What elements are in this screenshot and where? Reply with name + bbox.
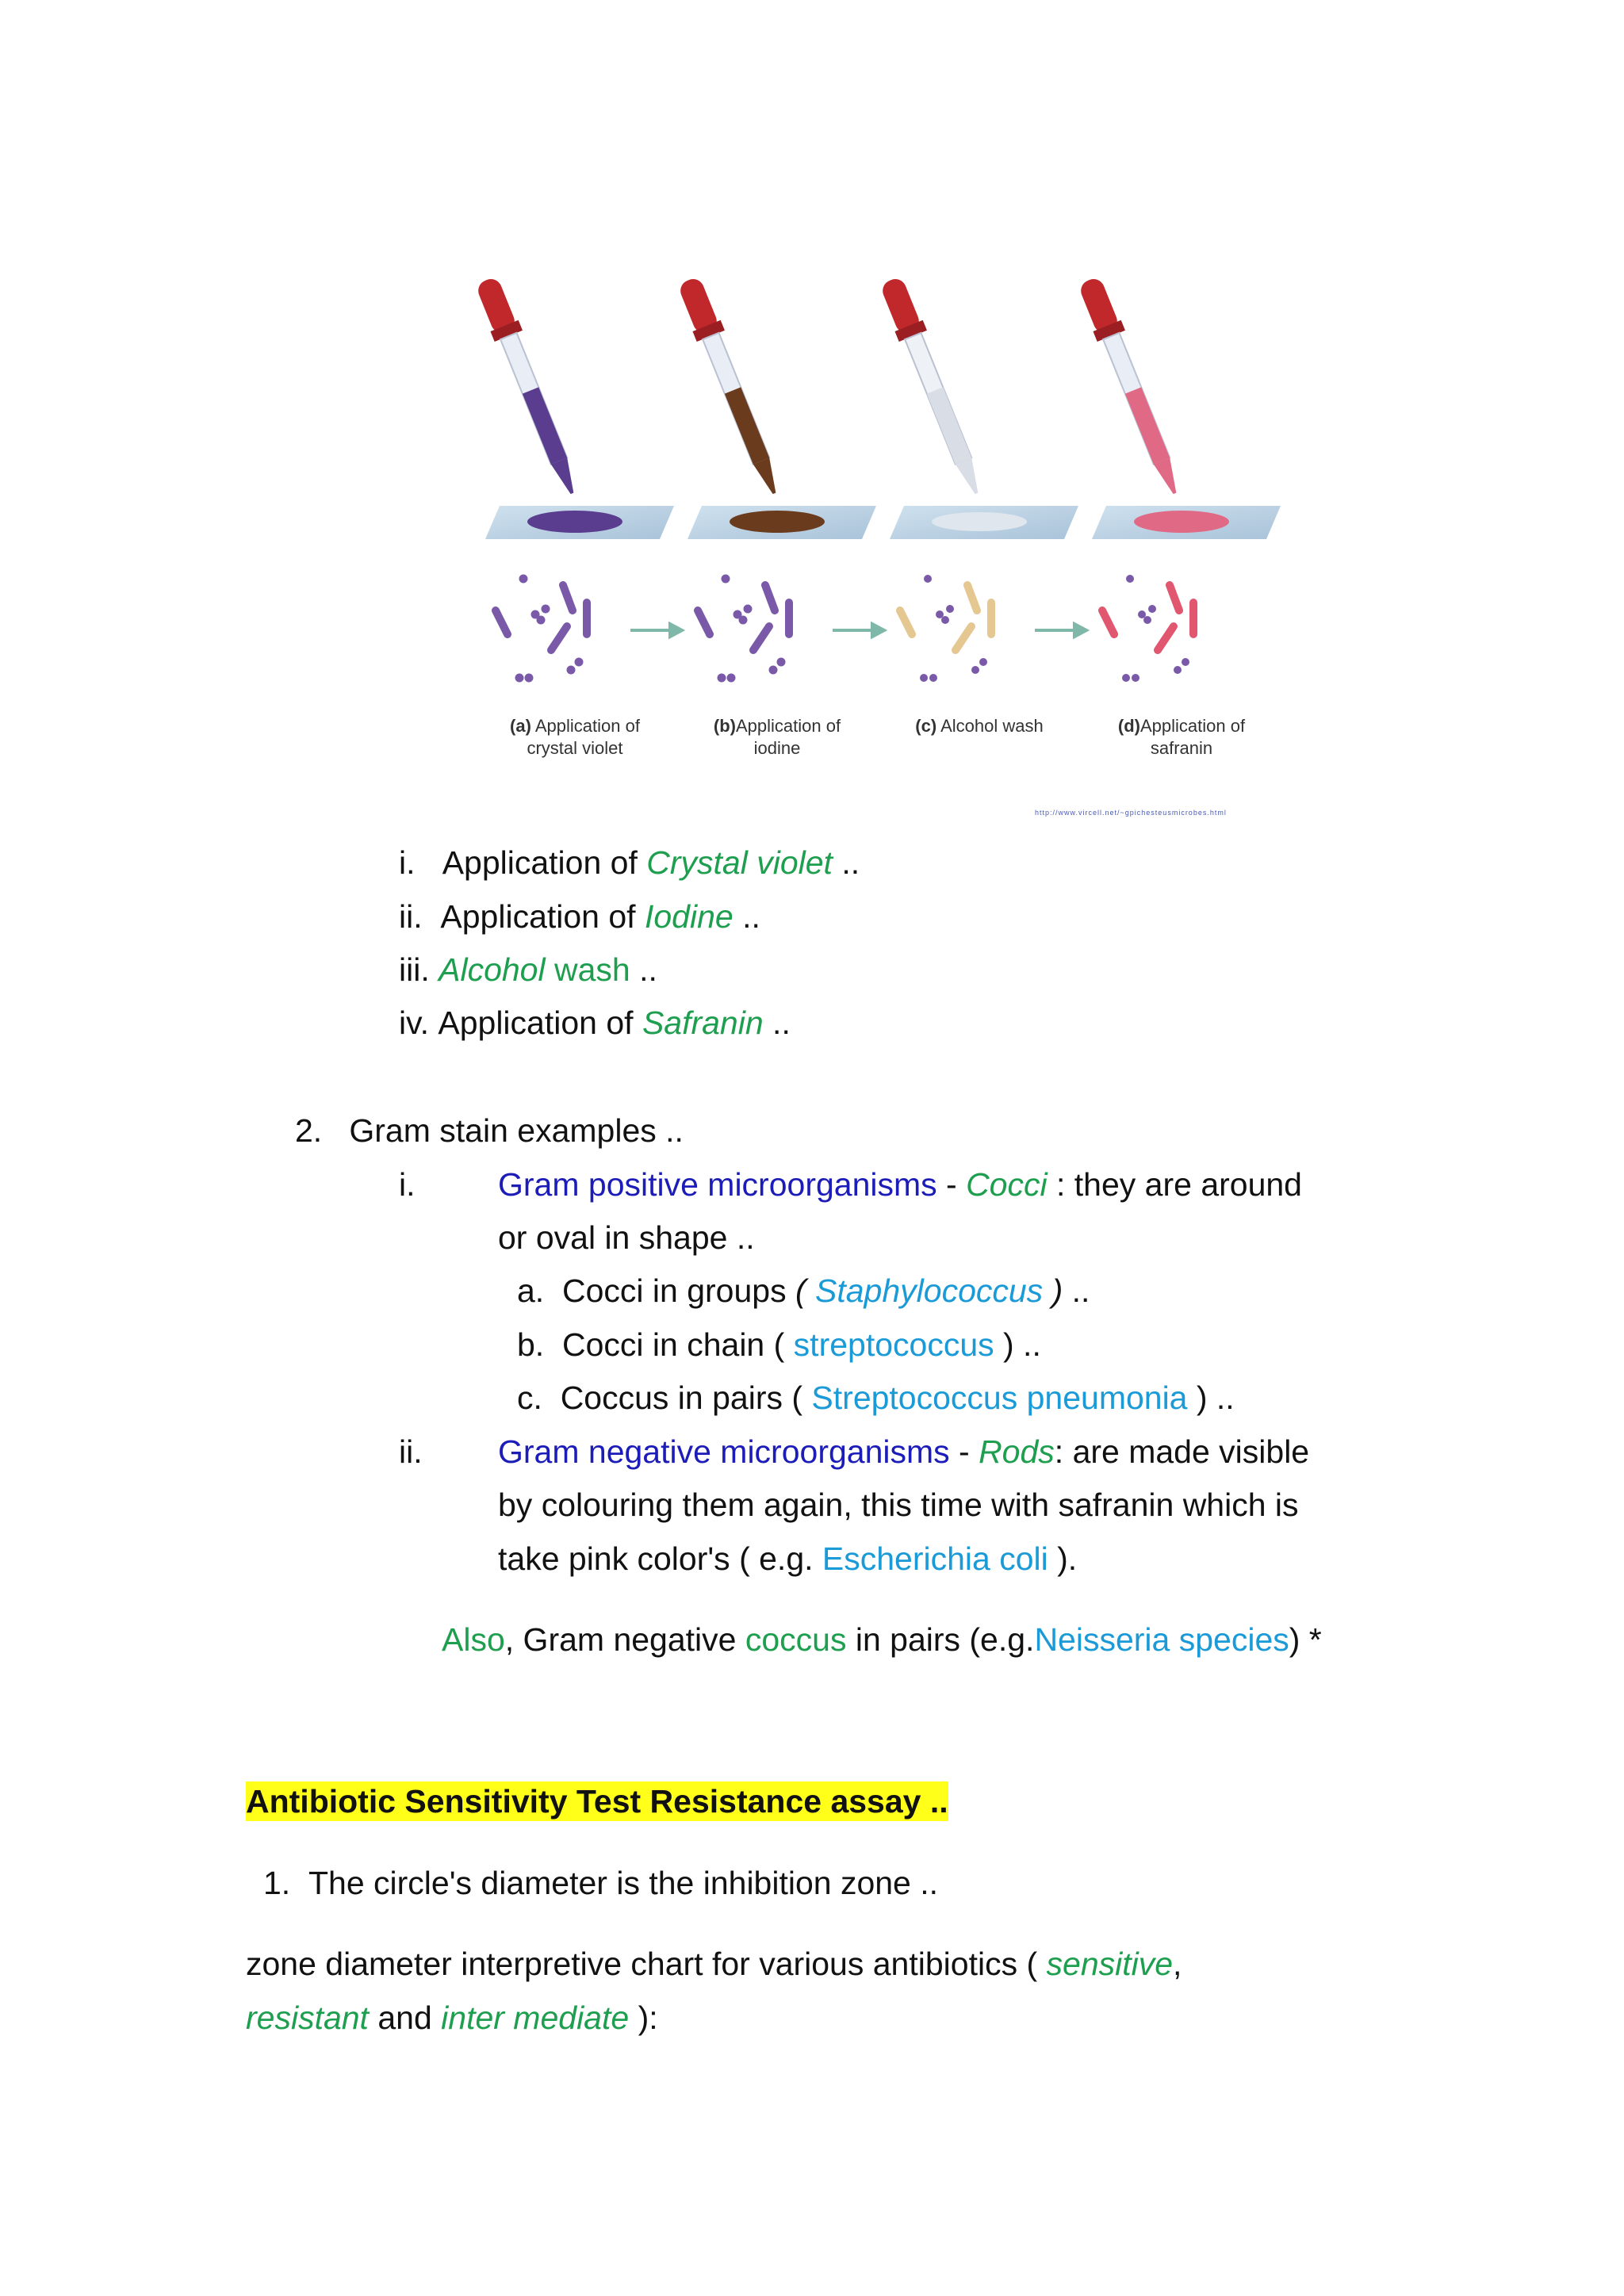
negative-num: ii. xyxy=(399,1433,423,1470)
arrow-1 xyxy=(630,624,682,637)
step-ii: ii. Application of Iodine .. xyxy=(399,898,760,935)
dropper-crystal-violet xyxy=(476,274,586,499)
step-i: i. Application of Crystal violet .. xyxy=(399,844,860,881)
dropper-alcohol xyxy=(876,274,990,499)
dropper-safranin xyxy=(1074,274,1189,499)
slide-crystal-violet xyxy=(485,506,674,539)
positive-item-a: a. Cocci in groups ( Staphylococcus ) .. xyxy=(517,1272,1090,1309)
cells-crystal-violet xyxy=(496,575,587,682)
chart-intro-line-2: resistant and inter mediate ): xyxy=(246,1999,658,2036)
positive-num: i. xyxy=(399,1166,416,1203)
positive-item-b: b. Cocci in chain ( streptococcus ) .. xyxy=(517,1326,1041,1363)
positive-item-c: c. Coccus in pairs ( Streptococcus pneumonia ) .. xyxy=(517,1380,1235,1416)
caption-b: (b)Application of iodine xyxy=(713,716,841,758)
caption-a: (a) Application of crystal violet xyxy=(510,716,640,758)
examples-heading: 2. Gram stain examples .. xyxy=(295,1112,684,1149)
chart-intro-line-1: zone diameter interpretive chart for various antibiotics ( sensitive, xyxy=(246,1946,1182,1982)
positive-line-1: Gram positive microorganisms - Cocci : they are around xyxy=(498,1166,1302,1203)
arrow-2 xyxy=(833,624,884,637)
slide-iodine xyxy=(688,506,876,539)
slide-safranin xyxy=(1092,506,1281,539)
also-note: Also, Gram negative coccus in pairs (e.g.Neisseria species) * xyxy=(442,1621,1322,1658)
step-iv: iv. Application of Safranin .. xyxy=(399,1004,791,1041)
dropper-iodine xyxy=(674,274,788,499)
positive-line-2: or oval in shape .. xyxy=(498,1219,755,1256)
cells-alcohol xyxy=(900,575,991,682)
cells-safranin xyxy=(1102,575,1193,682)
cells-iodine xyxy=(698,575,789,682)
arrow-3 xyxy=(1035,624,1086,637)
source-url: http://www.vircell.net/~gpichesteusmicrobes.html xyxy=(1035,809,1227,817)
negative-line-3: take pink color's ( e.g. Escherichia coli ). xyxy=(498,1540,1078,1577)
step-iii: iii. Alcohol wash .. xyxy=(399,951,657,988)
slide-alcohol xyxy=(890,506,1078,539)
antibiotic-heading: Antibiotic Sensitivity Test Resistance assay .. xyxy=(246,1783,948,1820)
antibiotic-item-1: 1. The circle's diameter is the inhibition zone .. xyxy=(263,1865,939,1901)
negative-line-2: by colouring them again, this time with safranin which is xyxy=(498,1487,1299,1523)
gram-stain-figure xyxy=(476,254,1332,840)
caption-c: (c) Alcohol wash xyxy=(915,716,1044,736)
negative-line-1: Gram negative microorganisms - Rods: are made visible xyxy=(498,1433,1310,1470)
caption-d: (d)Application of safranin xyxy=(1117,716,1246,758)
